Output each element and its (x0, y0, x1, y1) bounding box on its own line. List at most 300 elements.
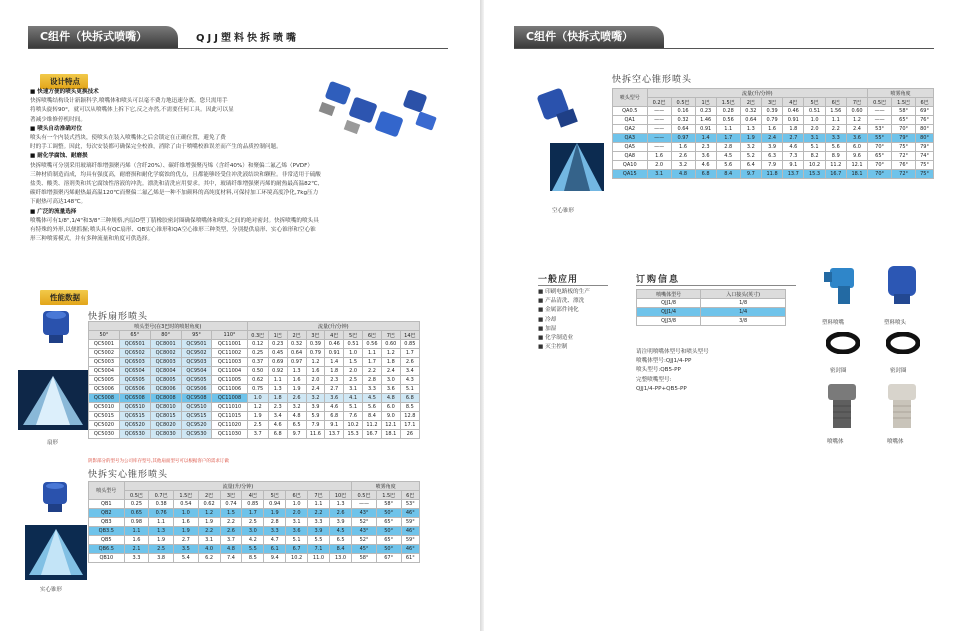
table-cell: 2.4 (761, 134, 782, 143)
table-cell: QC5004 (89, 367, 120, 376)
table-cell: 0.97 (671, 134, 695, 143)
left-header-rule (28, 48, 448, 49)
table-cell: 2.6 (671, 152, 695, 161)
table-cell: 2.4 (846, 125, 867, 134)
table-cell: 43° (352, 527, 377, 536)
table-cell: QC8010 (150, 403, 181, 412)
table-cell: QC5002 (89, 349, 120, 358)
table-cell: QC6510 (119, 403, 150, 412)
table-cell: QC6503 (119, 358, 150, 367)
table-cell: 1.9 (264, 509, 286, 518)
table-cell: 3.6 (695, 152, 716, 161)
table-cell: 46° (401, 509, 419, 518)
table-cell: 2.8 (716, 143, 740, 152)
table-cell: 1.0 (804, 116, 825, 125)
table-cell: 0.45 (268, 349, 287, 358)
table-cell: QB6.5 (89, 545, 125, 554)
table-cell: 70° (868, 161, 892, 170)
table-cell: 3.6 (846, 134, 867, 143)
table-cell: 3.6 (381, 385, 400, 394)
table-cell: 3.0 (242, 527, 264, 536)
table-header: 4巴 (242, 491, 264, 500)
table-cell: 9.1 (325, 421, 344, 430)
app-item: ■ 灭尘控制 (538, 344, 568, 351)
table-cell: 2.0 (804, 125, 825, 134)
table-cell: 0.39 (761, 107, 782, 116)
hollow-cone-flow-table (612, 88, 934, 179)
table-cell: 3.7 (220, 536, 242, 545)
table-header: 95° (181, 331, 212, 340)
table-cell: QB2 (89, 509, 125, 518)
table-cell: QC8030 (150, 430, 181, 439)
table-header: 6巴 (363, 331, 382, 340)
table-cell: 9.1 (783, 161, 804, 170)
table-cell: 2.2 (363, 367, 382, 376)
nozzle-body-icon-gray (825, 382, 859, 432)
table-cell: QA1 (613, 116, 648, 125)
table-cell: 6.4 (740, 161, 761, 170)
table-row (89, 421, 420, 430)
table-header: 1巴 (268, 331, 287, 340)
table-header: 6巴 (825, 98, 846, 107)
table-cell: 2.6 (287, 394, 306, 403)
table-cell: QC5001 (89, 340, 120, 349)
table-cell: 6.8 (695, 170, 716, 179)
table-header: 0.5巴 (352, 491, 377, 500)
full-cone-nozzle-icon (35, 478, 80, 518)
table-cell: 2.1 (124, 545, 149, 554)
table-header: 3巴 (761, 98, 782, 107)
app-item: ■ 冷却 (538, 316, 557, 323)
table-cell: 3.3 (825, 134, 846, 143)
features-text (30, 88, 330, 244)
table-row (89, 518, 420, 527)
table-cell: 0.25 (124, 500, 149, 509)
table-cell: 58° (352, 554, 377, 563)
table-cell: 0.60 (381, 340, 400, 349)
table-cell: 3.2 (306, 394, 325, 403)
table-cell: QB10 (89, 554, 125, 563)
table-cell: 7.9 (306, 421, 325, 430)
table-header: 5巴 (264, 491, 286, 500)
left-section-tab: C组件（快拆式喷嘴） (28, 26, 178, 48)
table-cell: QC11006 (212, 385, 247, 394)
table-cell: 0.12 (247, 340, 268, 349)
table-header: 10巴 (329, 491, 351, 500)
table-header: 喷头型号 (89, 482, 125, 500)
table-header: 3巴 (220, 491, 242, 500)
table-cell: 52° (352, 536, 377, 545)
table-cell: 0.69 (268, 358, 287, 367)
table-cell: QC11008 (212, 394, 247, 403)
table-cell: 16.7 (825, 170, 846, 179)
table-cell: 13.7 (325, 430, 344, 439)
table-cell: QC9505 (181, 376, 212, 385)
table-cell: 1.8 (325, 367, 344, 376)
table-cell: 0.75 (247, 385, 268, 394)
table-row (613, 107, 934, 116)
table-cell: 6.1 (264, 545, 286, 554)
table-cell: QJJ3/8 (637, 317, 701, 326)
table-cell: 6.2 (198, 554, 220, 563)
table-cell: 0.65 (124, 509, 149, 518)
table-cell: 7.3 (783, 152, 804, 161)
table-cell: QC9503 (181, 358, 212, 367)
table-cell: 76° (892, 161, 916, 170)
table-cell: 0.32 (287, 340, 306, 349)
table-cell: QC11020 (212, 421, 247, 430)
table-cell: 11.8 (761, 170, 782, 179)
table-cell: 2.8 (264, 518, 286, 527)
table-cell: 7.6 (344, 412, 363, 421)
table-header-row (613, 89, 934, 98)
right-page (484, 0, 964, 631)
table-cell: 1.1 (825, 116, 846, 125)
feature-line: 形三种喷雾模式，并有多种流量和角度可供选择。 (30, 236, 154, 243)
full-cone-table-title: 快拆实心锥形喷头 (88, 470, 169, 480)
table-cell: —— (868, 107, 892, 116)
table-header-row (89, 491, 420, 500)
table-cell: 1.0 (286, 500, 308, 509)
table-cell: 13.7 (783, 170, 804, 179)
part-label-4: 密封圈 (890, 368, 907, 374)
table-cell: 1.1 (363, 349, 382, 358)
table-cell: 16.7 (363, 430, 382, 439)
table-cell: 1/8 (701, 299, 786, 308)
table-cell: 1.2 (381, 349, 400, 358)
table-cell: 1.2 (198, 509, 220, 518)
table-cell: 2.2 (220, 518, 242, 527)
feature-line: 时的手工调整。因此，每次安装都可确保完全校准，消除了由于喷嘴校准误差而产生的品质控制问题。 (30, 144, 282, 151)
table-cell: 0.62 (247, 376, 268, 385)
table-cell: 1.1 (308, 500, 330, 509)
table-cell: 50° (376, 527, 401, 536)
table-header: 0.7巴 (149, 491, 174, 500)
table-cell: 1.2 (306, 358, 325, 367)
table-cell: QJJ1/8 (637, 299, 701, 308)
feature-line: 有特殊的外形,以便抓握;喷头具有QC扇形、QB实心锥形和QA空心锥形三种类型，分别提供扇形、实心锥形和空心锥 (30, 227, 316, 234)
table-header: 80° (150, 331, 181, 340)
table-header: 14巴 (400, 331, 419, 340)
table-header: 7巴 (381, 331, 400, 340)
table-header: 1.5巴 (892, 98, 916, 107)
table-row (613, 161, 934, 170)
table-cell: QC9508 (181, 394, 212, 403)
table-cell: 65° (376, 518, 401, 527)
table-cell: 1.1 (124, 527, 149, 536)
table-cell: 5.6 (716, 161, 740, 170)
order-notes (636, 348, 796, 394)
table-row (89, 554, 420, 563)
table-row (89, 509, 420, 518)
table-cell: 5.2 (740, 152, 761, 161)
table-cell: 1.9 (247, 412, 268, 421)
table-cell: 2.5 (149, 545, 174, 554)
table-cell: 70° (868, 143, 892, 152)
table-cell: 1.3 (149, 527, 174, 536)
table-header: 4巴 (325, 331, 344, 340)
table-header: 流量(升/分钟) (247, 322, 419, 331)
table-cell: 0.79 (761, 116, 782, 125)
table-cell: QB3.5 (89, 527, 125, 536)
table-cell: 65° (892, 116, 916, 125)
part-label-3: 密封圈 (830, 368, 847, 374)
table-cell: QC8008 (150, 394, 181, 403)
table-cell: 74° (916, 152, 934, 161)
performance-title: 性能数据 (40, 290, 88, 305)
order-table (636, 289, 786, 326)
table-cell: 3.2 (671, 161, 695, 170)
table-cell: 8.4 (363, 412, 382, 421)
table-cell: —— (352, 500, 377, 509)
table-header: 6巴 (286, 491, 308, 500)
table-cell: 15.3 (344, 430, 363, 439)
order-note: 完整喷嘴型号: (636, 376, 672, 383)
features-title: 设计特点 (40, 74, 88, 89)
table-cell: 0.56 (363, 340, 382, 349)
app-item: ■ 印刷电路板的生产 (538, 289, 590, 295)
table-cell: 3.7 (247, 430, 268, 439)
table-cell: 4.0 (198, 545, 220, 554)
table-cell: 26 (400, 430, 419, 439)
table-cell: 0.23 (268, 340, 287, 349)
table-cell: 0.32 (740, 107, 761, 116)
feature-heading: ■ 耐化学腐蚀、耐磨损 (30, 153, 88, 160)
table-cell: 5.6 (825, 143, 846, 152)
table-cell: 70° (868, 170, 892, 179)
table-cell: 4.6 (783, 143, 804, 152)
table-cell: 2.2 (308, 509, 330, 518)
table-cell: 1.5 (344, 358, 363, 367)
table-header: 喷头型号 (613, 89, 648, 107)
table-cell: QC8020 (150, 421, 181, 430)
table-cell: 0.38 (149, 500, 174, 509)
table-row (613, 143, 934, 152)
table-cell: 75° (892, 143, 916, 152)
table-cell: 1.0 (247, 394, 268, 403)
table-cell: —— (868, 116, 892, 125)
table-cell: QB3 (89, 518, 125, 527)
table-cell: QC11010 (212, 403, 247, 412)
table-header: 1巴 (695, 98, 716, 107)
table-cell: 1.9 (198, 518, 220, 527)
table-cell: 59° (401, 536, 419, 545)
order-title: 订购信息 (636, 275, 681, 285)
table-cell: 6.0 (846, 143, 867, 152)
table-cell: QC9520 (181, 421, 212, 430)
table-header: 流量(升/分钟) (124, 482, 352, 491)
table-cell: 1.4 (695, 134, 716, 143)
table-header: 入口接头(英寸) (701, 290, 786, 299)
table-cell: 2.2 (825, 125, 846, 134)
nozzle-product-photo (315, 74, 445, 144)
table-header: 0.2巴 (647, 98, 671, 107)
table-cell: 2.6 (329, 509, 351, 518)
table-cell: QC8005 (150, 376, 181, 385)
table-cell: 12.8 (400, 412, 419, 421)
table-cell: 1.8 (783, 125, 804, 134)
table-cell: 0.32 (671, 116, 695, 125)
seal-ring-icon-1 (826, 332, 860, 354)
order-note: 请注明喷嘴体型号和喷头型号 (636, 349, 709, 355)
table-cell: 0.16 (671, 107, 695, 116)
table-cell: 79° (916, 143, 934, 152)
table-cell: 11.6 (306, 430, 325, 439)
table-cell: 3.4 (400, 367, 419, 376)
table-cell: 79° (892, 134, 916, 143)
table-cell: 3.0 (381, 376, 400, 385)
table-cell: QC6502 (119, 349, 150, 358)
table-cell: 3.2 (740, 143, 761, 152)
table-cell: QC5015 (89, 412, 120, 421)
table-cell: 1.3 (740, 125, 761, 134)
table-cell: QC11001 (212, 340, 247, 349)
feature-line: 三种材质制造而成，均具有强度高，耐磨损和耐化学腐蚀的优点，且都能够经受住冲洗液结块和颗粒。非常适用于硫酸 (30, 171, 321, 178)
table-cell: 12.1 (381, 421, 400, 430)
table-cell: 1.56 (825, 107, 846, 116)
table-cell: 8.4 (329, 545, 351, 554)
table-cell: 10.2 (804, 161, 825, 170)
table-row (613, 116, 934, 125)
table-cell: 2.8 (363, 376, 382, 385)
table-cell: 3.9 (306, 403, 325, 412)
feature-line: 喷嘴体可有1/8",1/4"和3/8"三种规格,内层O型丁腈橡胶密封圈确保喷嘴体和喷头之间的绝对密封。快拆喷嘴的喷头具 (30, 217, 319, 224)
table-cell: QC6501 (119, 340, 150, 349)
table-cell: 0.39 (306, 340, 325, 349)
table-cell: QB1 (89, 500, 125, 509)
table-cell: 1.5 (220, 509, 242, 518)
left-page (0, 0, 480, 631)
order-note: QJJ1/4-PP+QB5-PP (636, 385, 687, 392)
table-cell: 10.2 (286, 554, 308, 563)
feature-line: 盐类、酸类、溶剂类和其它腐蚀性溶液的冲洗。漂洗和清洗应用要求。其中，玻璃纤维增强聚丙烯的耐热最高温82℃, (30, 181, 320, 188)
plastic-head-icon (884, 262, 920, 307)
table-cell: 4.1 (344, 394, 363, 403)
table-header-row (89, 322, 420, 331)
table-cell: 3.3 (308, 518, 330, 527)
table-cell: 2.7 (325, 385, 344, 394)
table-row (613, 134, 934, 143)
table-cell: 4.3 (400, 376, 419, 385)
table-cell: 3.3 (264, 527, 286, 536)
table-cell: 6.8 (325, 412, 344, 421)
table-cell: QC5006 (89, 385, 120, 394)
table-cell: 9.7 (740, 170, 761, 179)
table-header-row (89, 331, 420, 340)
table-cell: 2.4 (306, 385, 325, 394)
feature-heading: ■ 广泛的流量选择 (30, 208, 77, 215)
table-cell: 0.91 (695, 125, 716, 134)
table-cell: 59° (401, 518, 419, 527)
table-cell: 1.0 (344, 349, 363, 358)
table-row (89, 349, 420, 358)
table-header: 7巴 (846, 98, 867, 107)
table-cell: 9.0 (381, 412, 400, 421)
table-row (89, 367, 420, 376)
table-cell: —— (647, 143, 671, 152)
fan-flow-table (88, 321, 420, 439)
table-header: 5巴 (804, 98, 825, 107)
table-cell: 13.0 (329, 554, 351, 563)
hollow-caption: 空心锥形 (552, 208, 575, 214)
table-cell: 1.3 (287, 367, 306, 376)
table-cell: 3.6 (286, 527, 308, 536)
part-label-6: 喷嘴体 (887, 439, 904, 445)
table-header: 0.5巴 (124, 491, 149, 500)
table-cell: 15.3 (804, 170, 825, 179)
table-cell: 1.1 (149, 518, 174, 527)
table-cell: 0.85 (400, 340, 419, 349)
table-cell: QC8015 (150, 412, 181, 421)
table-cell: 2.6 (400, 358, 419, 367)
table-cell: 1.46 (695, 116, 716, 125)
table-cell: 61° (401, 554, 419, 563)
table-cell: QC5010 (89, 403, 120, 412)
table-cell: 3.2 (287, 403, 306, 412)
table-row (613, 170, 934, 179)
table-cell: 0.25 (247, 349, 268, 358)
table-row (89, 545, 420, 554)
table-cell: 9.7 (287, 430, 306, 439)
table-cell: QA8 (613, 152, 648, 161)
table-header-row (637, 290, 786, 299)
full-cone-flow-table (88, 481, 420, 563)
table-row (637, 317, 786, 326)
table-cell: 0.62 (198, 500, 220, 509)
table-header: 喷雾角度 (868, 89, 934, 98)
apps-list (538, 288, 648, 352)
table-header-row (613, 98, 934, 107)
table-cell: QC11015 (212, 412, 247, 421)
table-cell: 69° (916, 107, 934, 116)
hollow-table-title: 快拆空心锥形喷头 (612, 75, 693, 85)
table-cell: 6.0 (381, 403, 400, 412)
table-cell: 1.8 (268, 394, 287, 403)
table-cell: 4.2 (242, 536, 264, 545)
table-cell: 6.8 (268, 430, 287, 439)
table-cell: 0.46 (783, 107, 804, 116)
table-cell: 3.1 (647, 170, 671, 179)
table-cell: QC9502 (181, 349, 212, 358)
table-cell: 2.7 (173, 536, 198, 545)
table-row (637, 308, 786, 317)
table-cell: 4.8 (220, 545, 242, 554)
feature-line: 将喷头旋转90°，就可以从喷嘴体上拆下它,反之亦然,不需要任何工具。因此可以显 (30, 107, 234, 114)
table-cell: —— (647, 125, 671, 134)
table-cell: 2.3 (268, 403, 287, 412)
table-cell: 45° (352, 545, 377, 554)
table-cell: QA5 (613, 143, 648, 152)
table-row (613, 152, 934, 161)
apps-rule (538, 285, 608, 286)
apps-title: 一般应用 (538, 275, 579, 285)
table-cell: 58° (376, 500, 401, 509)
table-cell: 3.1 (804, 134, 825, 143)
table-cell: 2.2 (198, 527, 220, 536)
table-cell: 1.0 (173, 509, 198, 518)
table-cell: 2.3 (695, 143, 716, 152)
table-cell: 5.5 (308, 536, 330, 545)
table-cell: 9.4 (264, 554, 286, 563)
full-cone-caption: 实心锥形 (40, 587, 63, 593)
table-header: 喷嘴体型号 (637, 290, 701, 299)
table-cell: 0.51 (804, 107, 825, 116)
table-cell: 72° (892, 152, 916, 161)
table-cell: 0.98 (124, 518, 149, 527)
table-cell: 70° (892, 125, 916, 134)
table-cell: 6.3 (761, 152, 782, 161)
table-cell: 7.4 (220, 554, 242, 563)
